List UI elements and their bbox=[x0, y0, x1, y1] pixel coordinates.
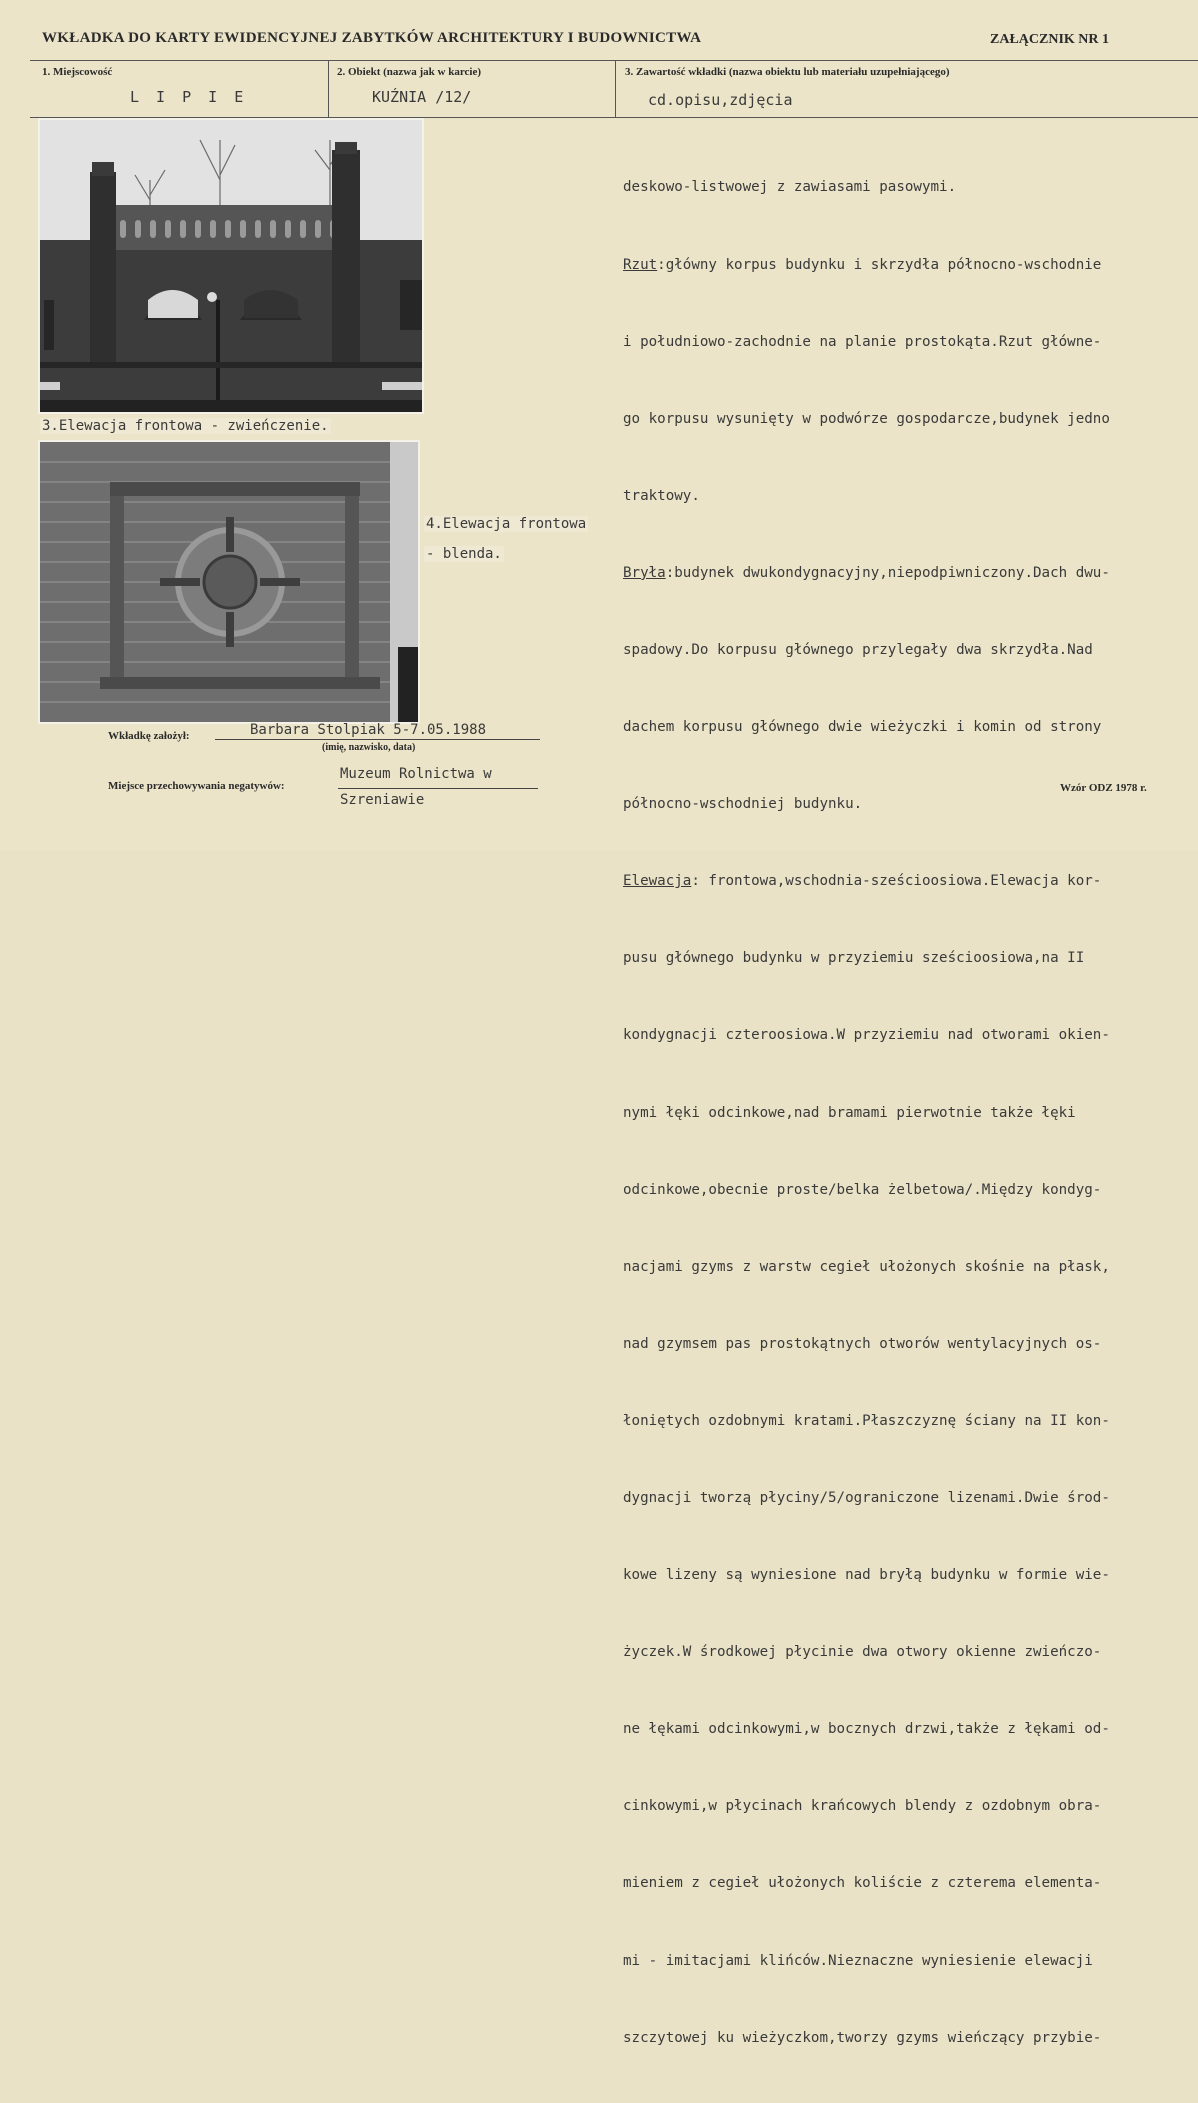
body-line: nacjami gzyms z warstw cegieł ułożonych skośnie na płask, bbox=[623, 1258, 1110, 1275]
body-line: Rzut:główny korpus budynku i skrzydła północno-wschodnie bbox=[623, 256, 1102, 273]
photo4-caption-line2: - blenda. bbox=[426, 546, 502, 562]
body-line: mieniem z cegieł ułożonych koliście z czterema elementa- bbox=[623, 1875, 1102, 1892]
body-line: ne łękami odcinkowymi,w bocznych drzwi,także z łękami od- bbox=[623, 1721, 1110, 1738]
author-underline bbox=[215, 739, 540, 740]
photo3-caption: 3.Elewacja frontowa - zwieńczenie. bbox=[42, 418, 329, 434]
author-value: Barbara Stolpiak 5-7.05.1988 bbox=[250, 722, 487, 738]
form-model: Wzór ODZ 1978 r. bbox=[1060, 782, 1147, 794]
negatives-underline bbox=[338, 788, 538, 789]
body-line: deskowo-listwowej z zawiasami pasowymi. bbox=[623, 179, 957, 196]
object-label: 2. Obiekt (nazwa jak w karcie) bbox=[337, 66, 482, 78]
locality-value: L I P I E bbox=[130, 88, 248, 106]
locality-label: 1. Miejscowość bbox=[42, 66, 113, 78]
negatives-value-line1: Muzeum Rolnictwa w bbox=[340, 766, 492, 782]
body-line: nymi łęki odcinkowe,nad bramami pierwotnie także łęki bbox=[623, 1104, 1076, 1121]
content-value: cd.opisu,zdjęcia bbox=[648, 91, 793, 109]
photo-facade-blind-window bbox=[38, 440, 420, 724]
field-divider-2 bbox=[615, 60, 616, 117]
elewacja-heading: Elewacja bbox=[623, 873, 692, 890]
attachment-number: ZAŁĄCZNIK NR 1 bbox=[990, 32, 1110, 47]
description-text bbox=[623, 124, 1195, 2103]
body-line: kowe lizeny są wyniesione nad bryłą budynku w formie wie- bbox=[623, 1567, 1110, 1584]
body-line: nad gzymsem pas prostokątnych otworów wentylacyjnych os- bbox=[623, 1335, 1102, 1352]
photo4-caption-line1: 4.Elewacja frontowa bbox=[426, 516, 587, 532]
body-line: pusu głównego budynku w przyziemiu sześcioosiowa,na II bbox=[623, 950, 1085, 967]
form-title: WKŁADKA DO KARTY EWIDENCYJNEJ ZABYTKÓW ARCHITEKTURY I BUDOWNICTWA bbox=[42, 30, 702, 46]
body-line: go korpusu wysunięty w podwórze gospodarcze,budynek jedno bbox=[623, 410, 1110, 427]
body-line: odcinkowe,obecnie proste/belka żelbetowa/.Między kondyg- bbox=[623, 1181, 1102, 1198]
author-hint: (imię, nazwisko, data) bbox=[322, 742, 416, 753]
body-line: dachem korpusu głównego dwie wieżyczki i komin od strony bbox=[623, 719, 1102, 736]
field-divider-1 bbox=[328, 60, 329, 117]
header-rule bbox=[30, 60, 1198, 61]
photo-facade-crowning bbox=[38, 118, 424, 414]
body-line: mi - imitacjami klińców.Nieznaczne wyniesienie elewacji bbox=[623, 1952, 1093, 1969]
content-label: 3. Zawartość wkładki (nazwa obiektu lub materiału uzupełniającego) bbox=[625, 66, 950, 78]
author-label: Wkładkę założył: bbox=[108, 730, 190, 742]
body-line: szczytowej ku wieżyczkom,tworzy gzyms wieńczący przybie- bbox=[623, 2029, 1102, 2046]
body-line: traktowy. bbox=[623, 487, 700, 504]
negatives-value-line2: Szreniawie bbox=[340, 792, 425, 808]
body-line: cinkowymi,w płycinach krańcowych blendy z ozdobnym obra- bbox=[623, 1798, 1102, 1815]
bryla-heading: Bryła bbox=[623, 564, 666, 581]
object-value: KUŹNIA /12/ bbox=[372, 88, 472, 106]
negatives-label: Miejsce przechowywania negatywów: bbox=[108, 780, 285, 792]
body-line: kondygnacji czteroosiowa.W przyziemiu nad otworami okien- bbox=[623, 1027, 1110, 1044]
body-line: Bryła:budynek dwukondygnacyjny,niepodpiwniczony.Dach dwu- bbox=[623, 564, 1110, 581]
body-line: północno-wschodniej budynku. bbox=[623, 796, 863, 813]
body-line: i południowo-zachodnie na planie prostokąta.Rzut główne- bbox=[623, 333, 1102, 350]
body-line: życzek.W środkowej płycinie dwa otwory okienne zwieńczo- bbox=[623, 1644, 1102, 1661]
body-line: spadowy.Do korpusu głównego przylegały dwa skrzydła.Nad bbox=[623, 641, 1093, 658]
body-line: Elewacja: frontowa,wschodnia-sześcioosiowa.Elewacja kor- bbox=[623, 873, 1102, 890]
body-line: łoniętych ozdobnymi kratami.Płaszczyznę ściany na II kon- bbox=[623, 1412, 1110, 1429]
rzut-heading: Rzut bbox=[623, 256, 658, 273]
body-line: dygnacji tworzą płyciny/5/ograniczone lizenami.Dwie środ- bbox=[623, 1490, 1110, 1506]
